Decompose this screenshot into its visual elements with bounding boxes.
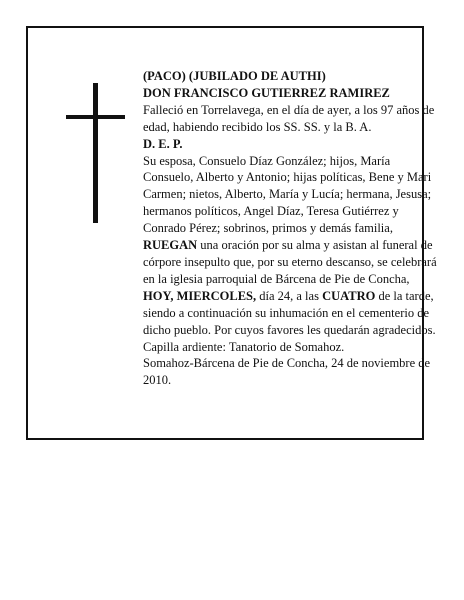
- family-list: Su esposa, Consuelo Díaz González; hijos, María Consuelo, Alberto y Antonio; hijas políticas, Bene y Mari Carmen; nietos, Alberto, María y Lucía; hermana, Jesusa; hermanos políticos, Angel Díaz, Teresa Gutiérrez y Conrado Pérez; sobrinos, primos y demás familia,: [143, 153, 432, 236]
- burial-text: de la tarde, siendo a continuación su inhumación en el cementerio de dicho pueblo. Por cuyos favores les quedarán agradecidos. Capilla ardiente: Tanatorio de Somahoz.: [143, 288, 436, 354]
- funeral-day-text: día 24, a las: [256, 288, 323, 303]
- rest-in-peace: D. E. P.: [143, 136, 183, 151]
- nickname-line: (PACO) (JUBILADO DE AUTHI): [143, 69, 326, 83]
- deceased-name: DON FRANCISCO GUTIERREZ RAMIREZ: [143, 85, 390, 100]
- obituary-notice: [26, 26, 437, 440]
- cross-icon-bar: [66, 115, 125, 119]
- funeral-day: HOY, MIERCOLES,: [143, 288, 257, 303]
- funeral-time: CUATRO: [322, 288, 376, 303]
- ruegan-label: RUEGAN: [143, 238, 198, 253]
- obituary-text: [143, 68, 443, 389]
- place-date: Somahoz-Bárcena de Pie de Concha, 24 de noviembre de 2010.: [143, 356, 431, 388]
- death-announcement: Falleció en Torrelavega, en el día de ayer, a los 97 años de edad, habiendo recibido los SS. SS. y la B. A.: [143, 102, 435, 134]
- funeral-request: [143, 237, 443, 355]
- cross-icon: [93, 83, 98, 223]
- ruegan-text: una oración por su alma y asistan al funeral de córpore insepulto que, por su eterno descanso, se celebrará en la iglesia parroquial de Bárcena de Pie de Concha,: [143, 238, 437, 286]
